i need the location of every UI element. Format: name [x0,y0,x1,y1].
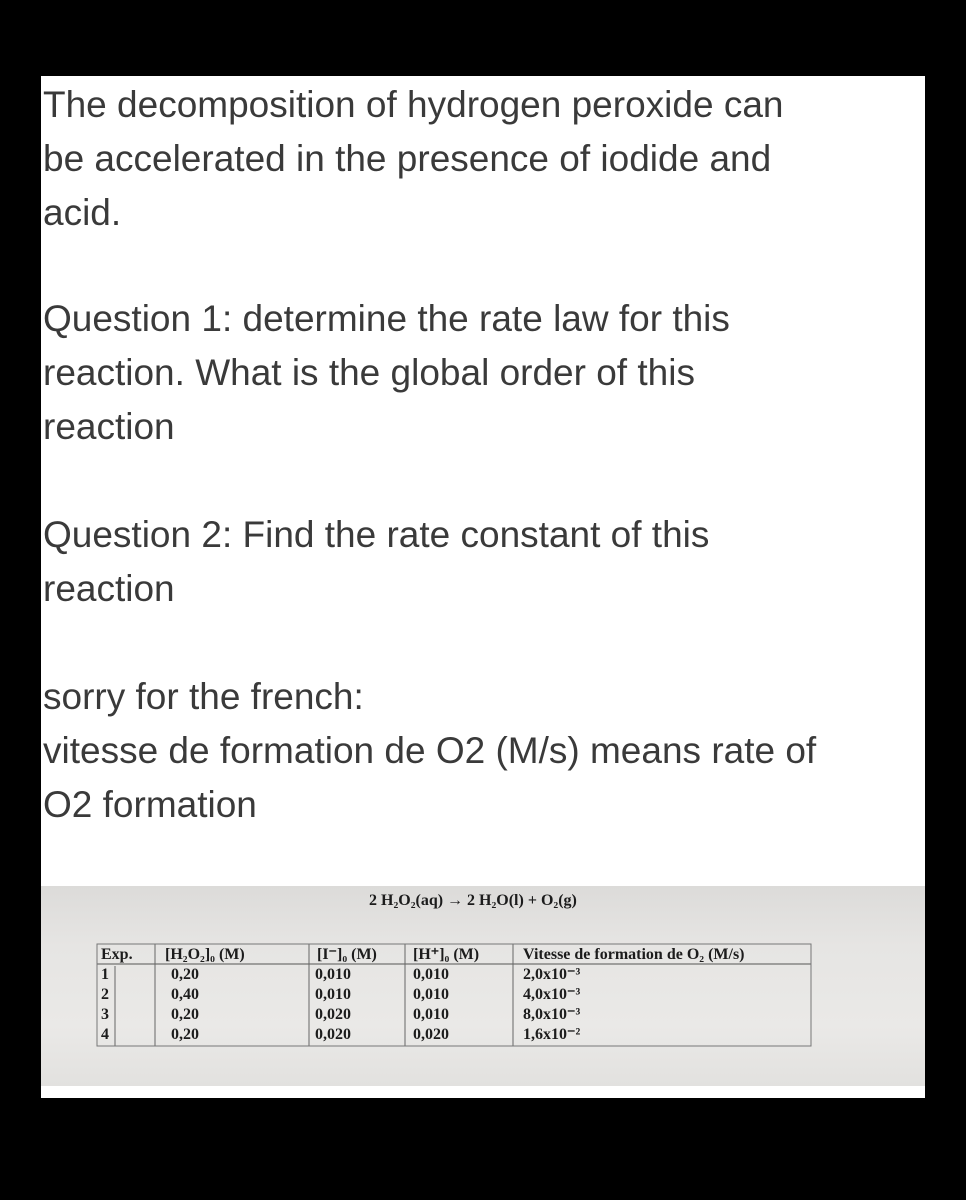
header-h2o2: [H₂O₂]₀ (M) [165,946,245,963]
table-cell: 0,020 [413,1026,449,1043]
table-cell: 2,0x10⁻³ [523,966,581,983]
table-cell: 0,40 [171,986,199,1003]
table-cell: 0,20 [171,1006,199,1023]
table-cell: 8,0x10⁻³ [523,1006,581,1023]
table-cell: 0,010 [315,966,351,983]
header-iodide: [I⁻]₀ (M) [317,946,377,963]
table-cell: 0,020 [315,1026,351,1043]
header-h-plus: [H⁺]₀ (M) [413,946,480,963]
table-cell: 4 [101,1026,109,1043]
table-cell: 0,20 [171,1026,199,1043]
table-cell: 4,0x10⁻³ [523,986,581,1003]
page-bottom-margin [41,1086,925,1098]
table-cell: 0,010 [413,986,449,1003]
header-exp: Exp. [101,946,133,963]
french-note-paragraph: sorry for the french: vitesse de formation de O2 (M/s) means rate of O2 formation [43,676,817,825]
table-cell: 0,020 [315,1006,351,1023]
table-cell: 3 [101,1006,109,1023]
header-rate: Vitesse de formation de O₂ (M/s) [523,946,745,963]
table-cell: 0,010 [413,1006,449,1023]
reaction-equation: 2 H₂O₂(aq) → 2 H₂O(l) + O₂(g) [369,892,577,909]
intro-paragraph: The decomposition of hydrogen peroxide can be accelerated in the presence of iodide and acid. [43,84,784,233]
table-cell: 1 [101,966,109,983]
table-cell: 0,20 [171,966,199,983]
question-2-paragraph: Question 2: Find the rate constant of this reaction [43,514,710,609]
table-cell: 0,010 [315,986,351,1003]
table-cell: 0,010 [413,966,449,983]
table-cell: 2 [101,986,109,1003]
table-photo [41,886,925,1086]
table-cell: 1,6x10⁻² [523,1026,581,1043]
document-page [41,76,925,1098]
question-1-paragraph: Question 1: determine the rate law for this reaction. What is the global order of this reaction [43,298,730,447]
